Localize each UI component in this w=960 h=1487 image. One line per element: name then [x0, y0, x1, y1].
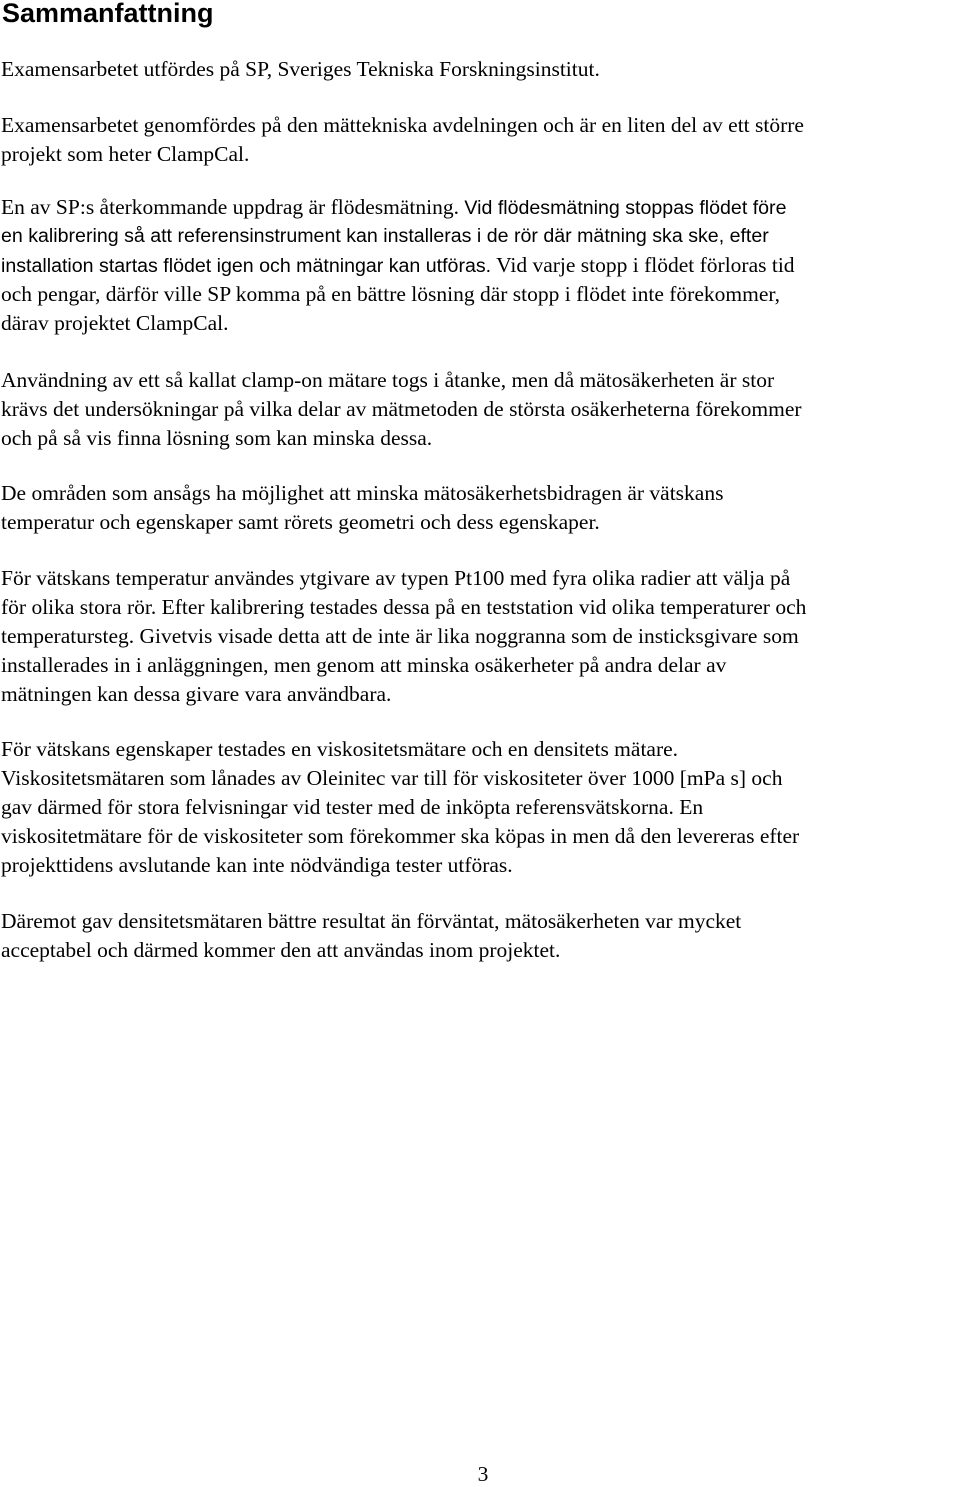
text-line: Examensarbetet genomfördes på den mättekniska avdelningen och är en liten del av ett större — [1, 113, 804, 137]
text-line: Viskositetsmätaren som lånades av Oleinitec var till för viskositeter över 1000 [mPa s] och — [1, 766, 783, 790]
paragraph-project — [1, 111, 960, 169]
text-line: mätningen kan dessa givare vara användbara. — [1, 682, 392, 706]
paragraph-density — [1, 907, 960, 965]
text-line: acceptabel och därmed kommer den att användas inom projektet. — [1, 938, 561, 962]
text-line: Användning av ett så kallat clamp-on mätare togs i åtanke, men då mätosäkerheten är stor — [1, 368, 775, 392]
text-span: Vid flödesmätning stoppas flödet före — [458, 197, 787, 219]
text-line: Däremot gav densitetsmätaren bättre resultat än förväntat, mätosäkerheten var mycket — [1, 909, 742, 933]
text-line: och pengar, därför ville SP komma på en bättre lösning där stopp i flödet inte förekommer, — [1, 282, 781, 306]
text-line: för olika stora rör. Efter kalibrering testades dessa på en teststation vid olika temperaturer och — [1, 595, 807, 619]
paragraph-flow-measurement — [1, 193, 960, 338]
text-line: och på så vis finna lösning som kan minska dessa. — [1, 426, 433, 450]
text-span: En av SP:s återkommande uppdrag är flödesmätning. — [1, 195, 459, 219]
text-line: De områden som ansågs ha möjlighet att minska mätosäkerhetsbidragen är vätskans — [1, 481, 724, 505]
text-line: en kalibrering så att referensinstrument kan installeras i de rör där mätning ska ske, efter — [1, 225, 769, 247]
text-line: Examensarbetet utfördes på SP, Sveriges Tekniska Forskningsinstitut. — [1, 57, 600, 81]
text-line: viskositetmätare för de viskositeter som förekommer ska köpas in men då den levereras efter — [1, 824, 800, 848]
paragraph-areas — [1, 479, 960, 537]
text-span: Vid varje stopp i flödet förloras tid — [491, 253, 795, 277]
paragraph-temperature — [1, 564, 960, 709]
paragraph-properties — [1, 735, 960, 880]
text-line: installerades in i anläggningen, men genom att minska osäkerheter på andra delar av — [1, 653, 727, 677]
text-line: För vätskans egenskaper testades en viskositetsmätare och en densitets mätare. — [1, 737, 679, 761]
text-line — [1, 251, 960, 280]
text-line: För vätskans temperatur användes ytgivare av typen Pt100 med fyra olika radier att välja på — [1, 566, 791, 590]
text-line: gav därmed för stora felvisningar vid tester med de inköpta referensvätskorna. En — [1, 795, 704, 819]
text-line: projekttidens avslutande kan inte nödvändiga tester utföras. — [1, 853, 513, 877]
text-line: temperatur och egenskaper samt rörets geometri och dess egenskaper. — [1, 510, 600, 534]
text-line — [1, 193, 960, 222]
text-line: temperatursteg. Givetvis visade detta att de inte är lika noggranna som de insticksgivare som — [1, 624, 799, 648]
text-span: installation startas flödet igen och mätningar kan utföras. — [1, 255, 492, 277]
paragraph-clamp-on — [1, 366, 960, 453]
text-line: därav projektet ClampCal. — [1, 311, 229, 335]
section-heading: Sammanfattning — [2, 0, 214, 28]
paragraph-intro — [1, 55, 960, 84]
text-line: projekt som heter ClampCal. — [1, 142, 250, 166]
text-line: krävs det undersökningar på vilka delar av mätmetoden de största osäkerheterna förekommer — [1, 397, 802, 421]
page-number: 3 — [477, 1462, 489, 1486]
